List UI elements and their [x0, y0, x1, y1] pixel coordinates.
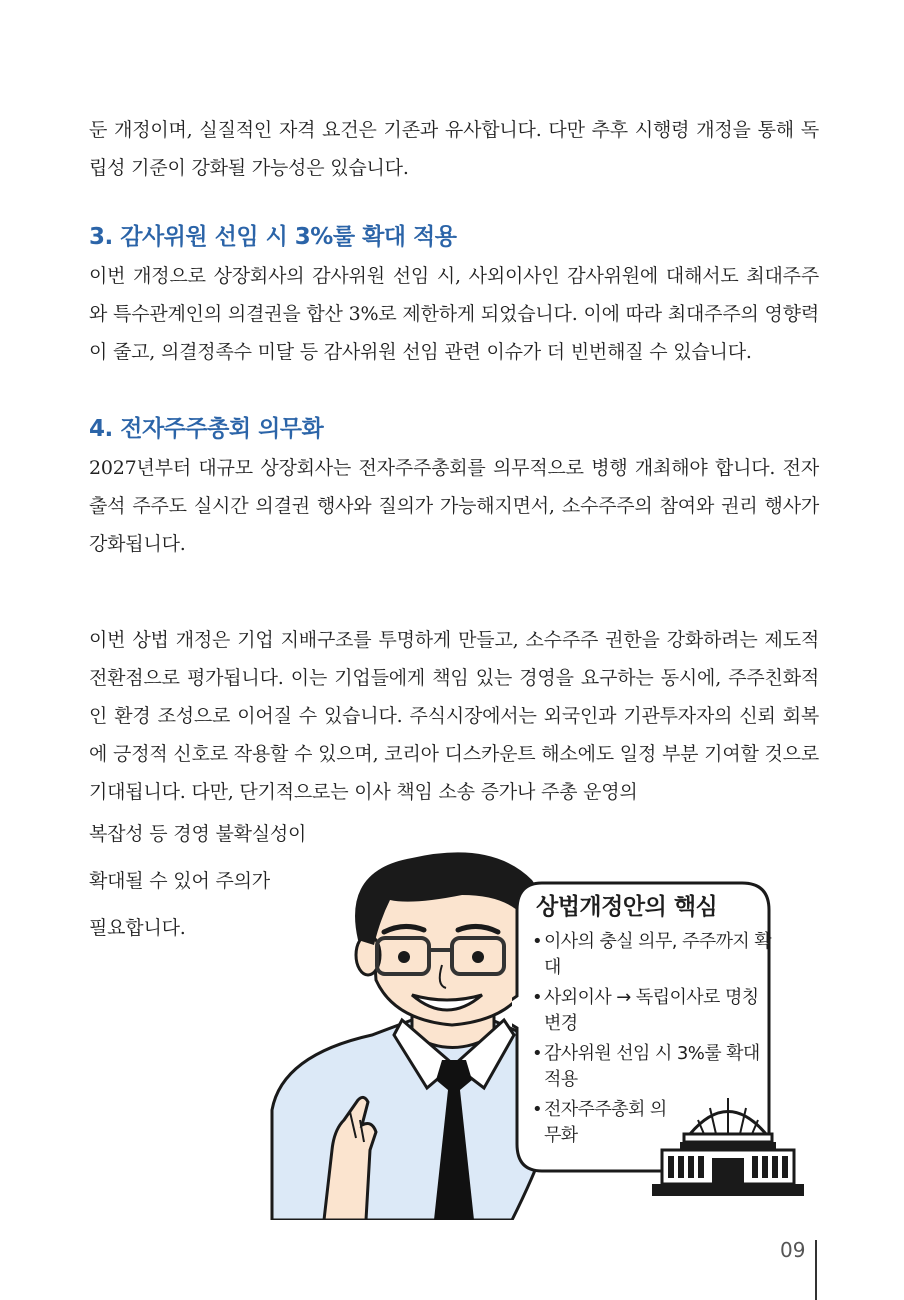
paragraph-conclusion: 이번 상법 개정은 기업 지배구조를 투명하게 만들고, 소수주주 권한을 강화하려는 제도적 전환점으로 평가됩니다. 이는 기업들에게 책임 있는 경영을 요구하는 동시에, 주주친화적인 환경 조성으로 이어질 수 있습니다. 주식시장에서는 외국인과 기관투자자의 신뢰 회복에 긍정적 신호로 작용할 수 있으며, 코리아 디스카운트 해소에도 일정 부분 기여할 것으로 기대됩니다. 다만, 단기적으로는 이사 책임 소송 증가나 주총 운영의: [89, 629, 819, 803]
conclusion-tail-line: 복잡성 등 경영 불확실성이: [89, 823, 307, 845]
list-item-text: 이사의 충실 의무, 주주까지 확대: [544, 931, 772, 978]
section-heading-3: 3. 감사위원 선임 시 3%룰 확대 적용: [89, 224, 457, 250]
list-item-text: 전자주주총회 의무화: [544, 1099, 667, 1146]
bullet-icon: •: [532, 1043, 543, 1064]
bullet-icon: •: [532, 987, 543, 1008]
bullet-icon: •: [532, 1099, 543, 1120]
bubble-title: 상법개정안의 핵심: [536, 894, 718, 920]
conclusion-tail-line: 확대될 수 있어 주의가: [89, 870, 270, 892]
assembly-building-icon: [650, 1094, 806, 1200]
conclusion-tail-line: 필요합니다.: [89, 917, 186, 939]
page-number-rule: [815, 1240, 817, 1300]
page-number: 09: [780, 1238, 806, 1262]
list-item: [530, 1041, 772, 1093]
list-item-text: 사외이사 → 독립이사로 명칭 변경: [544, 987, 759, 1034]
paragraph-continued: 둔 개정이며, 실질적인 자격 요건은 기존과 유사합니다. 다만 추후 시행령 개정을 통해 독립성 기준이 강화될 가능성은 있습니다.: [89, 119, 819, 179]
list-item: [530, 929, 772, 981]
bullet-icon: •: [532, 931, 543, 952]
paragraph-section-3: 이번 개정으로 상장회사의 감사위원 선임 시, 사외이사인 감사위원에 대해서도 최대주주와 특수관계인의 의결권을 합산 3%로 제한하게 되었습니다. 이에 따라 최대주주의 영향력이 줄고, 의결정족수 미달 등 감사위원 선임 관련 이슈가 더 빈번해질 수 있습니다.: [89, 265, 819, 363]
list-item-text: 감사위원 선임 시 3%룰 확대 적용: [544, 1043, 760, 1090]
section-heading-4: 4. 전자주주총회 의무화: [89, 416, 324, 442]
paragraph-section-4: 2027년부터 대규모 상장회사는 전자주주총회를 의무적으로 병행 개최해야 합니다. 전자출석 주주도 실시간 의결권 행사와 질의가 가능해지면서, 소수주주의 참여와 권리 행사가 강화됩니다.: [89, 457, 819, 555]
list-item: [530, 985, 772, 1037]
